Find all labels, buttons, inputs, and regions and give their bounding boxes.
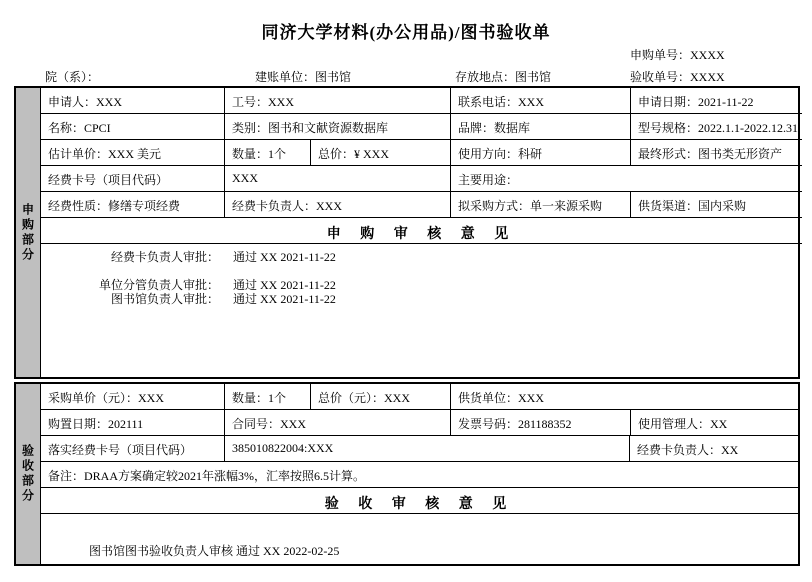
storage-location: 存放地点：图书馆 (455, 70, 552, 84)
acceptance-review-header-row (41, 488, 798, 514)
cell-total-price: 总价：¥ XXX (311, 140, 451, 165)
purchase-approval-area (41, 244, 802, 377)
approval-label: 图书馆负责人审批： (110, 292, 219, 306)
cell-usage-direction: 使用方向：科研 (451, 140, 631, 165)
cell-final-form: 最终形式：图书类无形资产 (638, 147, 783, 161)
purchase-review-header: 申 购 审 核 意 见 (326, 226, 517, 242)
table-row (41, 192, 802, 218)
purchase-section-side-label: 申购部分 (16, 88, 41, 377)
cell-brand: 品牌：数据库 (451, 114, 631, 139)
account-unit: 建账单位：图书馆 (255, 70, 352, 84)
table-row (41, 384, 798, 410)
cell-quantity: 数量：1个 (225, 384, 311, 409)
cell-item-name: 名称：CPCI (41, 114, 225, 139)
table-row (41, 88, 802, 114)
table-row (41, 436, 798, 462)
acceptance-section (14, 382, 800, 566)
approval-value: 通过 XX 2021-11-22 (233, 278, 336, 292)
cell-supplier: 供货单位：XXX (458, 391, 544, 405)
page-title: 同济大学材料(办公用品)/图书验收单 (261, 23, 551, 42)
table-row (41, 462, 798, 488)
department-label: 院（系）： (45, 70, 100, 84)
purchase-section (14, 86, 800, 379)
cell-fund-card-label: 经费卡号（项目代码） (41, 166, 225, 191)
cell-fund-card-owner: 经费卡负责人：XXX (225, 192, 451, 217)
cell-fund-nature: 经费性质：修缮专项经费 (41, 192, 225, 217)
cell-category: 类别：图书和文献资源数据库 (225, 114, 451, 139)
approval-value: 通过 XX 2021-11-22 (233, 292, 336, 306)
approval-line (41, 278, 802, 292)
table-row (41, 140, 802, 166)
acceptance-approval-area (41, 514, 798, 564)
cell-invoice-no: 发票号码：281188352 (451, 410, 631, 435)
cell-purchase-date: 购置日期：202111 (41, 410, 225, 435)
approval-value: 通过 XX 2021-11-22 (233, 250, 336, 264)
cell-supply-channel: 供货渠道：国内采购 (638, 199, 747, 213)
approval-line (41, 250, 802, 264)
cell-fund-card-value: 385010822004:XXX (225, 436, 630, 461)
cell-fund-card-owner: 经费卡负责人：XX (637, 443, 739, 457)
approval-label: 单位分管负责人审批： (98, 278, 219, 292)
cell-phone: 联系电话：XXX (451, 88, 631, 113)
acceptance-section-side-label: 验收部分 (16, 384, 41, 564)
cell-contract-no: 合同号：XXX (225, 410, 451, 435)
cell-remark: 备注：DRAA方案确定较2021年涨幅3%，汇率按照6.5计算。 (48, 469, 365, 483)
table-row (41, 410, 798, 436)
cell-main-use: 主要用途： (458, 173, 519, 187)
table-row (41, 114, 802, 140)
acceptance-number: 验收单号：XXXX (630, 70, 725, 84)
approval-label: 经费卡负责人审批： (110, 250, 219, 264)
acceptance-approval-line: 图书馆图书验收负责人审核 通过 XX 2022-02-25 (89, 544, 340, 558)
cell-staff-id: 工号：XXX (225, 88, 451, 113)
cell-purchase-method: 拟采购方式：单一来源采购 (451, 192, 631, 217)
approval-line (41, 292, 802, 306)
cell-fund-card-label: 落实经费卡号（项目代码） (41, 436, 225, 461)
purchase-section-rows (41, 88, 802, 377)
cell-quantity: 数量：1个 (225, 140, 311, 165)
cell-est-unit-price: 估计单价：XXX 美元 (41, 140, 225, 165)
cell-apply-date: 申请日期：2021-11-22 (638, 95, 754, 109)
cell-applicant: 申请人：XXX (41, 88, 225, 113)
cell-purchase-unit-price: 采购单价（元）：XXX (41, 384, 225, 409)
purchase-review-header-row (41, 218, 802, 244)
acceptance-section-rows (41, 384, 798, 564)
cell-total-price: 总价（元）：XXX (311, 384, 451, 409)
table-row (41, 166, 802, 192)
cell-fund-card-value: XXX (225, 166, 451, 191)
cell-usage-manager: 使用管理人：XX (638, 417, 728, 431)
purchase-order-number: 申购单号：XXXX (630, 48, 725, 62)
acceptance-review-header: 验 收 审 核 意 见 (324, 496, 515, 512)
cell-model-spec: 型号规格：2022.1.1-2022.12.31 (638, 121, 798, 135)
